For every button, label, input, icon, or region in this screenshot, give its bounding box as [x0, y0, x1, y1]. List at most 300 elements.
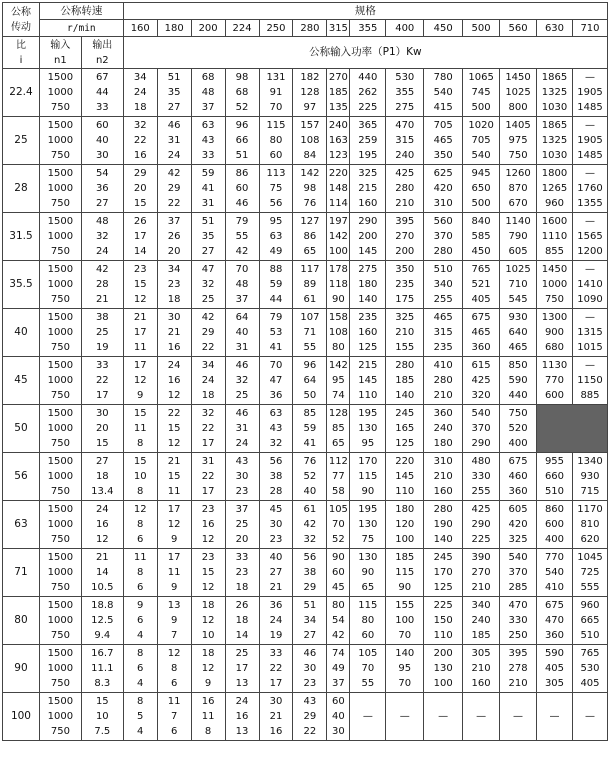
cell-value: 43 — [269, 423, 283, 434]
cell-value: 17 — [201, 486, 215, 497]
cell-value: 115 — [358, 600, 378, 611]
size-header: 160 — [123, 20, 157, 37]
cell-value: 142 — [328, 360, 348, 371]
cell-value: 77 — [332, 471, 345, 482]
power-cell — [537, 645, 573, 693]
power-cell — [386, 165, 424, 213]
power-cell — [259, 309, 293, 357]
cell-value: 20 — [133, 183, 147, 194]
cell-value: 46 — [167, 120, 181, 131]
cell-value: 185 — [395, 552, 415, 563]
cell-value: 955 — [544, 456, 565, 467]
power-cell — [424, 501, 463, 549]
cell-value: 310 — [433, 456, 453, 467]
cell-value: 640 — [508, 327, 528, 338]
power-cell — [293, 549, 327, 597]
power-cell — [293, 69, 327, 117]
power-cell — [259, 693, 293, 741]
power-cell — [259, 405, 293, 453]
cell-value: 470 — [395, 120, 415, 131]
cell-value: 1170 — [577, 504, 603, 515]
cell-value: 750 — [50, 198, 70, 209]
output-header-label: 输出 — [92, 39, 113, 51]
cell-value: 860 — [544, 504, 565, 515]
cell-value: 24 — [133, 87, 147, 98]
cell-value: 210 — [471, 582, 491, 593]
cell-value: 675 — [508, 456, 528, 467]
cell-value: 13 — [167, 600, 181, 611]
cell-value: 180 — [433, 438, 453, 449]
power-cell — [327, 213, 350, 261]
power-cell — [463, 549, 500, 597]
cell-value: 21 — [269, 582, 283, 593]
ratio-cell: 90 — [3, 645, 40, 693]
cell-value: 330 — [508, 615, 528, 626]
cell-value: 1000 — [47, 567, 74, 578]
cell-value: 8 — [137, 519, 144, 530]
cell-value: 420 — [433, 183, 453, 194]
cell-value: 61 — [303, 504, 317, 515]
power-cell — [123, 69, 157, 117]
power-cell — [157, 357, 191, 405]
output-speed-cell — [81, 69, 123, 117]
input-speed-cell — [39, 213, 81, 261]
cell-value: 32 — [133, 120, 147, 131]
cell-value: 56 — [269, 456, 283, 467]
cell-value: 30 — [95, 150, 109, 161]
cell-value: 49 — [332, 663, 345, 674]
cell-value: 7.5 — [94, 726, 111, 737]
power-cell — [225, 597, 259, 645]
cell-value: 48 — [201, 87, 215, 98]
cell-value: 1315 — [577, 327, 603, 338]
cell-value: 1405 — [505, 120, 531, 131]
cell-value: 1500 — [47, 696, 74, 707]
power-cell — [327, 117, 350, 165]
cell-value: 125 — [433, 582, 453, 593]
cell-value: 120 — [395, 519, 415, 530]
cell-value: 22 — [167, 408, 181, 419]
cell-value: 975 — [508, 135, 528, 146]
power-cell — [537, 357, 573, 405]
cell-value: 605 — [508, 246, 528, 257]
cell-value: 1905 — [577, 87, 603, 98]
cell-value: 4 — [137, 630, 144, 641]
cell-value: 1325 — [541, 87, 568, 98]
power-cell — [191, 69, 225, 117]
table-row — [3, 501, 608, 549]
cell-value: 670 — [508, 198, 528, 209]
cell-value: 32 — [95, 231, 109, 242]
cell-value: 23 — [269, 534, 283, 545]
power-cell — [191, 357, 225, 405]
cell-value: 30 — [269, 519, 283, 530]
cell-value: 95 — [398, 663, 412, 674]
cell-value: 19 — [269, 630, 283, 641]
cell-value: 540 — [433, 87, 453, 98]
cell-value: — — [584, 168, 595, 179]
cell-value: 290 — [471, 438, 491, 449]
power-cell — [157, 261, 191, 309]
cell-value: 280 — [433, 375, 453, 386]
cell-value: 1500 — [47, 600, 74, 611]
cell-value: 780 — [433, 72, 453, 83]
power-cell — [350, 213, 386, 261]
cell-value: 255 — [471, 486, 491, 497]
cell-value: 540 — [471, 150, 491, 161]
cell-value: 960 — [544, 198, 565, 209]
ratio-cell: 25 — [3, 117, 40, 165]
cell-value: 350 — [433, 150, 453, 161]
cell-value: 29 — [201, 327, 215, 338]
cell-value: 1340 — [577, 456, 603, 467]
ratio-header-line: 比 — [15, 39, 26, 51]
cell-value: 55 — [361, 678, 375, 689]
cell-value: 480 — [471, 456, 491, 467]
cell-value: 24 — [235, 438, 249, 449]
dash-cell: — — [424, 693, 463, 741]
cell-value: 465 — [508, 342, 528, 353]
cell-value: 79 — [269, 312, 283, 323]
table-row — [3, 549, 608, 597]
cell-value: 370 — [508, 567, 528, 578]
dash-cell: — — [386, 693, 424, 741]
cell-value: 27 — [201, 246, 215, 257]
input-speed-cell — [39, 261, 81, 309]
power-cell — [225, 117, 259, 165]
cell-value: 47 — [269, 375, 283, 386]
cell-value: 21 — [95, 294, 109, 305]
cell-value: 135 — [328, 102, 348, 113]
cell-value: 280 — [433, 504, 453, 515]
cell-value: 175 — [395, 294, 415, 305]
cell-value: 22 — [95, 375, 109, 386]
table-row — [3, 405, 608, 453]
cell-value: 43 — [235, 456, 249, 467]
cell-value: 810 — [580, 519, 600, 530]
cell-value: 705 — [471, 135, 491, 146]
cell-value: 11 — [133, 423, 147, 434]
cell-value: 259 — [358, 135, 378, 146]
output-speed-cell — [81, 645, 123, 693]
cell-value: 160 — [433, 486, 453, 497]
power-cell — [500, 117, 537, 165]
cell-value: 255 — [433, 294, 453, 305]
power-cell — [157, 69, 191, 117]
power-cell — [424, 213, 463, 261]
size-header: 250 — [259, 20, 293, 37]
cell-value: 1450 — [505, 72, 531, 83]
cell-value: 200 — [395, 246, 415, 257]
power-cell — [123, 261, 157, 309]
cell-value: 59 — [201, 168, 215, 179]
power-cell — [500, 69, 537, 117]
output-speed-cell — [81, 357, 123, 405]
power-cell — [500, 405, 537, 453]
cell-value: 54 — [95, 168, 109, 179]
cell-value: 60 — [332, 567, 345, 578]
cell-value: 190 — [433, 519, 453, 530]
cell-value: 107 — [300, 312, 320, 323]
power-cell — [191, 645, 225, 693]
power-cell — [225, 693, 259, 741]
cell-value: 85 — [332, 423, 345, 434]
ratio-header-sub — [3, 37, 40, 69]
power-cell — [537, 69, 573, 117]
cell-value: 51 — [201, 216, 215, 227]
cell-value: 70 — [332, 519, 345, 530]
cell-value: 675 — [471, 312, 491, 323]
cell-value: 17 — [269, 678, 283, 689]
cell-value: 750 — [50, 438, 70, 449]
cell-value: 420 — [508, 519, 528, 530]
cell-value: 17 — [167, 504, 181, 515]
cell-value: 17 — [95, 390, 109, 401]
cell-value: 10 — [95, 711, 109, 722]
cell-value: 180 — [358, 279, 378, 290]
cell-value: — — [584, 216, 595, 227]
cell-value: 59 — [269, 279, 283, 290]
cell-value: 1260 — [505, 168, 531, 179]
cell-value: 27 — [95, 456, 109, 467]
cell-value: 195 — [358, 150, 378, 161]
cell-value: 440 — [508, 390, 528, 401]
cell-value: 225 — [471, 534, 491, 545]
cell-value: 44 — [269, 294, 283, 305]
power-cell — [191, 165, 225, 213]
cell-value: 29 — [303, 711, 317, 722]
cell-value: 40 — [95, 135, 109, 146]
cell-value: 305 — [544, 678, 565, 689]
power-cell — [123, 693, 157, 741]
cell-value: 80 — [361, 615, 375, 626]
ratio-cell: 50 — [3, 405, 40, 453]
output-speed-cell — [81, 405, 123, 453]
cell-value: 415 — [433, 102, 453, 113]
cell-value: 33 — [95, 102, 109, 113]
power-cell — [500, 309, 537, 357]
cell-value: 16 — [235, 711, 249, 722]
cell-value: 1760 — [577, 183, 603, 194]
power-cell — [350, 357, 386, 405]
power-cell — [572, 309, 607, 357]
power-cell — [123, 117, 157, 165]
cell-value: 590 — [508, 375, 528, 386]
power-cell — [386, 645, 424, 693]
power-cell — [225, 309, 259, 357]
cell-value: 48 — [95, 216, 109, 227]
cell-value: 425 — [395, 168, 415, 179]
cell-value: 70 — [269, 102, 283, 113]
cell-value: 750 — [50, 150, 70, 161]
cell-value: 1000 — [47, 183, 74, 194]
cell-value: 585 — [471, 231, 491, 242]
cell-value: 11 — [167, 696, 181, 707]
cell-value: 770 — [544, 552, 565, 563]
cell-value: 12 — [201, 534, 215, 545]
cell-value: 100 — [395, 615, 415, 626]
cell-value: 540 — [544, 567, 565, 578]
cell-value: 51 — [235, 150, 249, 161]
cell-value: 19 — [95, 342, 109, 353]
cell-value: 680 — [544, 342, 565, 353]
cell-value: 1000 — [47, 615, 74, 626]
cell-value: 17 — [235, 663, 249, 674]
cell-value: 65 — [303, 246, 317, 257]
cell-value: 15 — [133, 279, 147, 290]
cell-value: 61 — [303, 294, 317, 305]
power-cell — [293, 597, 327, 645]
cell-value: 750 — [50, 342, 70, 353]
cell-value: 470 — [544, 615, 565, 626]
cell-value: 90 — [332, 552, 345, 563]
power-cell — [500, 453, 537, 501]
cell-value: 117 — [300, 264, 320, 275]
cell-value: 142 — [300, 168, 320, 179]
power-cell — [191, 261, 225, 309]
table-row — [3, 309, 608, 357]
power-cell — [350, 165, 386, 213]
cell-value: 18 — [95, 471, 109, 482]
cell-value: 115 — [358, 471, 378, 482]
cell-value: 130 — [358, 519, 378, 530]
ratio-cell: 40 — [3, 309, 40, 357]
input-speed-cell — [39, 597, 81, 645]
cell-value: 625 — [433, 168, 453, 179]
cell-value: 23 — [201, 552, 215, 563]
cell-value: 16 — [167, 375, 181, 386]
cell-value: 12 — [133, 504, 147, 515]
power-cell — [350, 261, 386, 309]
power-cell — [500, 597, 537, 645]
cell-value: 157 — [300, 120, 320, 131]
cell-value: 37 — [201, 102, 215, 113]
output-header — [81, 37, 123, 69]
table-row — [3, 693, 608, 741]
cell-value: 33 — [235, 552, 249, 563]
power-cell — [463, 645, 500, 693]
cell-value: 17 — [201, 438, 215, 449]
cell-value: 155 — [395, 342, 415, 353]
table-row — [3, 117, 608, 165]
power-cell — [259, 165, 293, 213]
cell-value: 590 — [544, 648, 565, 659]
cell-value: 1500 — [47, 552, 74, 563]
power-cell — [350, 117, 386, 165]
cell-value: 18 — [201, 648, 215, 659]
power-cell — [293, 405, 327, 453]
dash-cell: — — [537, 693, 573, 741]
cell-value: 1000 — [47, 663, 74, 674]
cell-value: 43 — [303, 696, 317, 707]
power-cell — [572, 213, 607, 261]
cell-value: 1000 — [541, 279, 568, 290]
ratio-header-line: 公称 — [10, 6, 31, 18]
cell-value: 33 — [201, 150, 215, 161]
cell-value: — — [584, 72, 595, 83]
cell-value: 235 — [433, 342, 453, 353]
power-cell — [191, 693, 225, 741]
cell-value: 850 — [508, 360, 528, 371]
cell-value: 12 — [201, 663, 215, 674]
power-cell — [386, 213, 424, 261]
cell-value: 37 — [332, 678, 345, 689]
table-row — [3, 597, 608, 645]
power-cell — [500, 549, 537, 597]
power-cell — [350, 597, 386, 645]
table-row — [3, 69, 608, 117]
cell-value: 710 — [508, 279, 528, 290]
cell-value: 11 — [167, 567, 181, 578]
cell-value: 15 — [95, 438, 109, 449]
cell-value: 80 — [269, 135, 283, 146]
power-cell — [225, 261, 259, 309]
cell-value: 705 — [433, 120, 453, 131]
cell-value: 310 — [433, 198, 453, 209]
cell-value: 215 — [358, 183, 378, 194]
cell-value: 530 — [395, 72, 415, 83]
power-cell — [500, 645, 537, 693]
power-cell — [259, 69, 293, 117]
cell-value: 90 — [398, 582, 412, 593]
power-cell — [463, 597, 500, 645]
cell-value: 89 — [303, 279, 317, 290]
power-cell — [463, 453, 500, 501]
cell-value: 510 — [433, 264, 453, 275]
cell-value: 210 — [395, 198, 415, 209]
power-cell — [572, 69, 607, 117]
power-cell — [463, 261, 500, 309]
cell-value: 16 — [95, 519, 109, 530]
power-cell — [225, 549, 259, 597]
power-cell — [293, 261, 327, 309]
cell-value: 70 — [398, 678, 412, 689]
cell-value: 250 — [508, 630, 528, 641]
cell-value: 33 — [269, 648, 283, 659]
power-cell — [259, 453, 293, 501]
cell-value: 240 — [328, 120, 348, 131]
cell-value: 1000 — [47, 279, 74, 290]
cell-value: 45 — [269, 504, 283, 515]
cell-value: 360 — [433, 408, 453, 419]
power-cell — [463, 117, 500, 165]
cell-value: 18.8 — [91, 600, 114, 611]
cell-value: 27 — [95, 198, 109, 209]
cell-value: 128 — [328, 408, 348, 419]
cell-value: 1500 — [47, 360, 74, 371]
cell-value: 45 — [332, 582, 345, 593]
power-cell — [327, 453, 350, 501]
cell-value: 870 — [508, 183, 528, 194]
cell-value: 1000 — [47, 375, 74, 386]
cell-value: 1065 — [468, 72, 494, 83]
cell-value: 340 — [471, 600, 491, 611]
cell-value: 400 — [544, 534, 565, 545]
cell-value: 20 — [95, 423, 109, 434]
cell-value: 210 — [433, 390, 453, 401]
cell-value: 44 — [95, 87, 109, 98]
power-cell — [386, 453, 424, 501]
cell-value: 24 — [269, 615, 283, 626]
cell-value: 5 — [137, 711, 144, 722]
power-cell — [350, 645, 386, 693]
cell-value: 715 — [580, 486, 600, 497]
cell-value: 16 — [269, 726, 283, 737]
cell-value: 1000 — [47, 711, 74, 722]
cell-value: 74 — [332, 390, 345, 401]
power-cell — [293, 501, 327, 549]
cell-value: 1450 — [541, 264, 568, 275]
